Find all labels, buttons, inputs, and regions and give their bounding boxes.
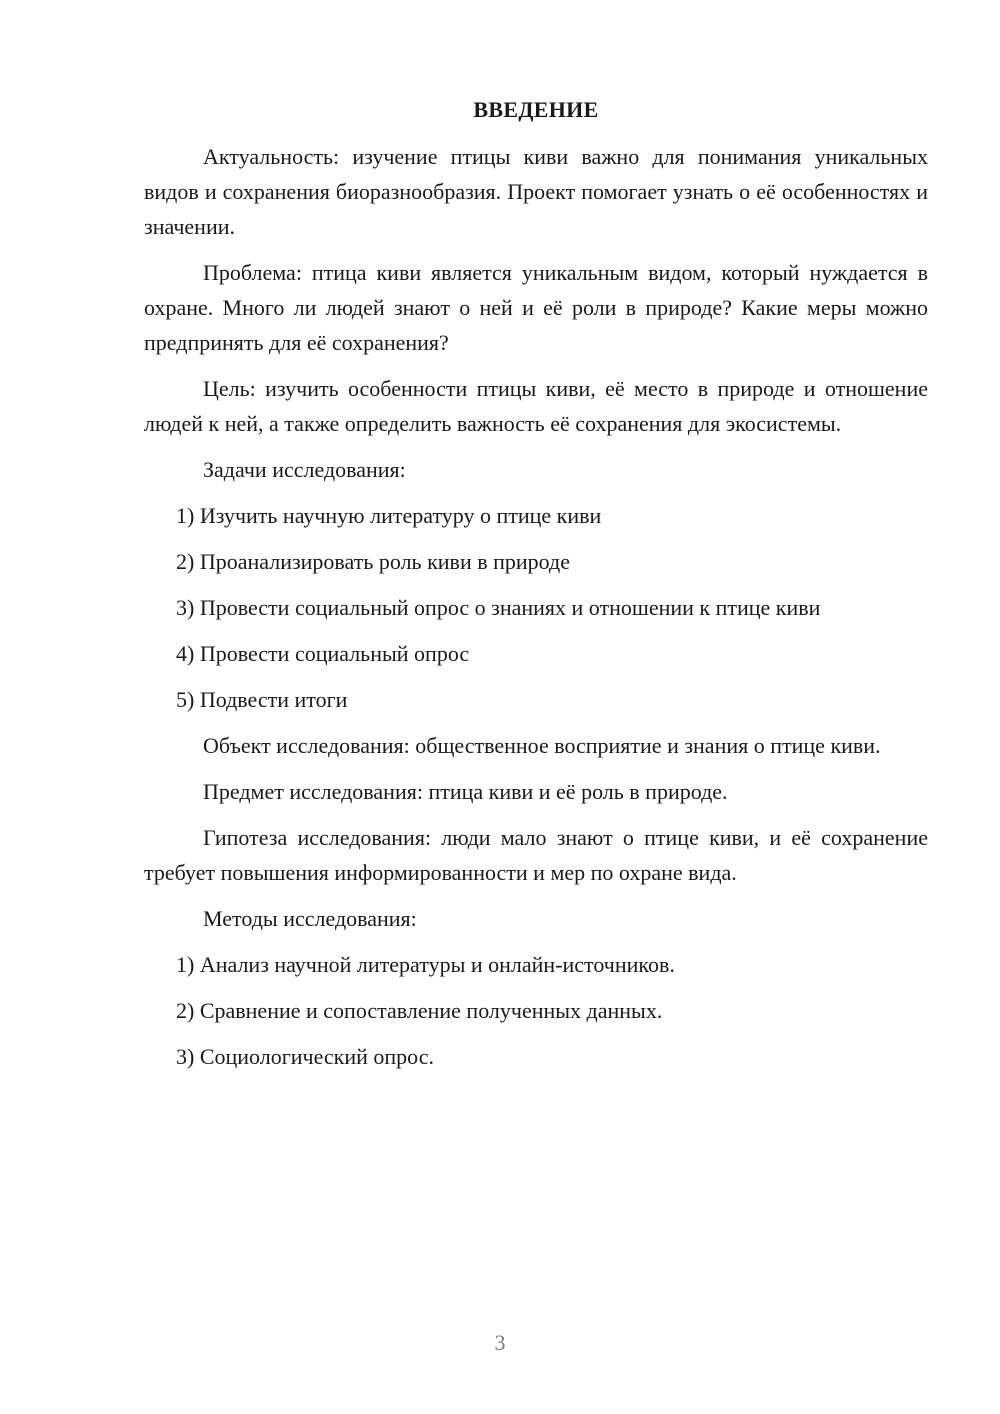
- task-item: 5) Подвести итоги: [176, 687, 348, 712]
- page-number: 3: [494, 1330, 506, 1355]
- task-item: 1) Изучить научную литературу о птице киви: [176, 503, 602, 528]
- section-title: ВВЕДЕНИЕ: [473, 97, 599, 122]
- method-item: 3) Социологический опрос.: [176, 1044, 434, 1069]
- problem-paragraph: Проблема: птица киви является уникальным видом, который нуждается в охране. Много ли людей знают о ней и её роли в природе? Какие меры можно предпринять для её сохранения?: [144, 260, 928, 355]
- task-item: 3) Провести социальный опрос о знаниях и отношении к птице киви: [176, 595, 821, 620]
- object-paragraph: Объект исследования: общественное восприятие и знания о птице киви.: [203, 733, 881, 758]
- task-item: 2) Проанализировать роль киви в природе: [176, 549, 570, 574]
- method-item: 1) Анализ научной литературы и онлайн-источников.: [176, 952, 675, 977]
- method-item: 2) Сравнение и сопоставление полученных данных.: [176, 998, 663, 1023]
- goal-paragraph: Цель: изучить особенности птицы киви, её место в природе и отношение людей к ней, а также определить важность её сохранения для экосистемы.: [144, 376, 928, 436]
- tasks-heading: Задачи исследования:: [203, 457, 406, 482]
- document-page: [144, 92, 928, 1085]
- subject-paragraph: Предмет исследования: птица киви и её роль в природе.: [203, 779, 728, 804]
- task-item: 4) Провести социальный опрос: [176, 641, 470, 666]
- methods-heading: Методы исследования:: [203, 906, 417, 931]
- relevance-paragraph: Актуальность: изучение птицы киви важно для понимания уникальных видов и сохранения биоразнообразия. Проект помогает узнать о её особенностях и значении.: [144, 144, 928, 239]
- hypothesis-paragraph: Гипотеза исследования: люди мало знают о птице киви, и её сохранение требует повышения информированности и мер по охране вида.: [144, 825, 928, 885]
